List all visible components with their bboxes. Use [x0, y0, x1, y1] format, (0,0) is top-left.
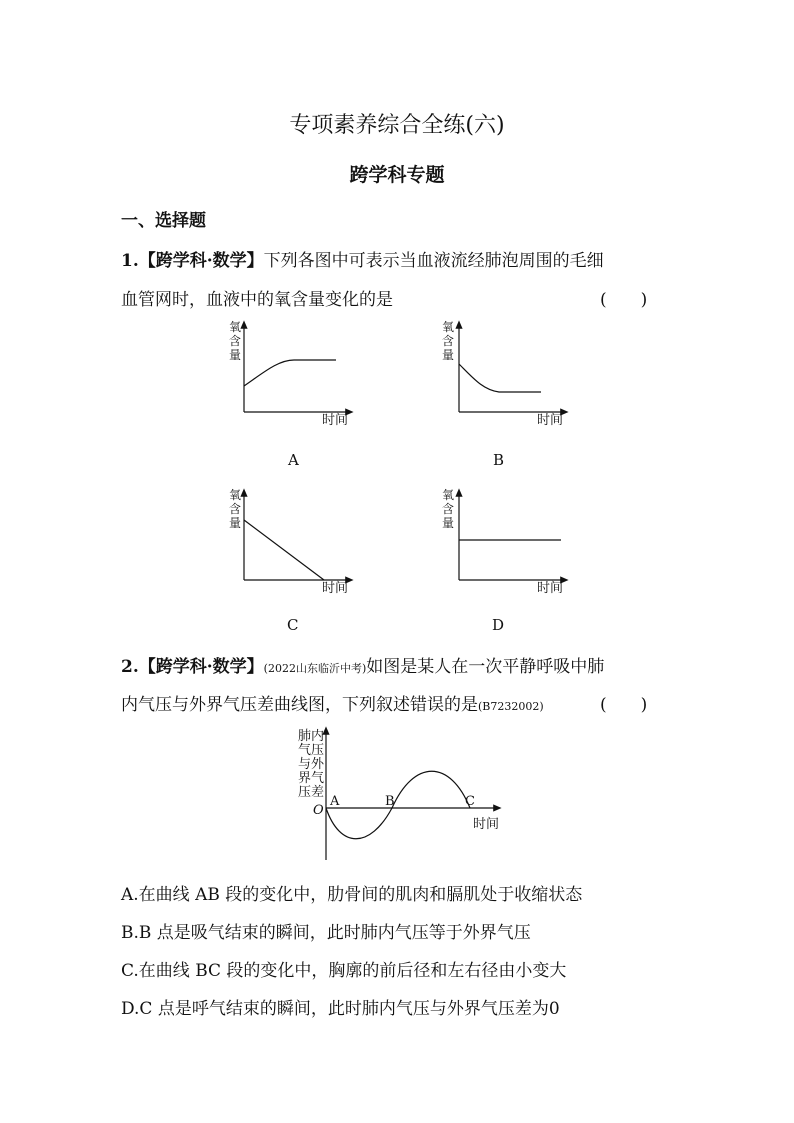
graph-b-plot — [453, 318, 613, 428]
option-c-label: C — [287, 616, 299, 634]
graph-d-plot — [453, 486, 613, 596]
graph-d-ylabel: 氧 含 量 — [441, 488, 454, 530]
graph-b-ylabel: 氧 含 量 — [441, 320, 454, 362]
page-title: 专项素养综合全练(六) — [289, 113, 505, 138]
answer-option-b: B.B 点是吸气结束的瞬间，此时肺内气压等于外界气压 — [121, 923, 531, 943]
q2-number: 2. — [121, 657, 139, 677]
pressure-graph-ylabel: 肺内 气压 与外 界气 压差 — [297, 729, 324, 800]
q1-tag: 【跨学科·数学】 — [138, 251, 264, 271]
graph-c-plot — [238, 486, 398, 596]
answer-option-c: C.在曲线 BC 段的变化中，胸廓的前后径和左右径由小变大 — [121, 961, 567, 981]
graph-c-xlabel: 时间 — [322, 581, 349, 596]
point-a-label: A — [330, 794, 340, 809]
option-b-label: B — [493, 451, 505, 469]
option-d-label: D — [492, 616, 505, 634]
q1-answer-blank: ( ) — [600, 290, 648, 310]
q2-source: (2022山东临沂中考) — [263, 662, 367, 675]
graph-c-ylabel: 氧 含 量 — [228, 488, 241, 530]
pressure-graph-xlabel: 时间 — [473, 817, 500, 832]
q2-line1 — [121, 652, 604, 677]
q1-number: 1. — [121, 251, 139, 271]
graph-a-xlabel: 时间 — [322, 413, 349, 428]
q2-line2 — [121, 690, 544, 715]
q2-answer-blank: ( ) — [600, 695, 648, 715]
q2-text-line2: 内气压与外界气压差曲线图，下列叙述错误的是 — [121, 695, 478, 715]
page-subtitle: 跨学科专题 — [349, 164, 445, 186]
q2-text-line1: 如图是某人在一次平静呼吸中肺 — [366, 657, 605, 677]
graph-b-curve — [459, 364, 541, 392]
graph-b-xlabel: 时间 — [537, 413, 564, 428]
graph-d-xlabel: 时间 — [537, 581, 564, 596]
section-heading: 一、选择题 — [121, 211, 206, 231]
point-b-label: B — [385, 794, 395, 809]
answer-option-a: A.在曲线 AB 段的变化中，肋骨间的肌肉和膈肌处于收缩状态 — [121, 885, 583, 905]
q2-tag: 【跨学科·数学】 — [138, 657, 264, 677]
q2-code: (B7232002) — [478, 700, 544, 713]
pressure-curve — [326, 771, 470, 839]
graph-a-ylabel: 氧 含 量 — [228, 320, 241, 362]
point-c-label: C — [465, 794, 475, 809]
option-a-label: A — [288, 451, 299, 469]
answer-option-d: D.C 点是呼气结束的瞬间，此时肺内气压与外界气压差为0 — [121, 999, 560, 1019]
graph-a-plot — [238, 318, 398, 428]
graph-a-curve — [244, 360, 336, 386]
q1-line1 — [121, 246, 604, 271]
q1-text-line2: 血管网时，血液中的氧含量变化的是 — [121, 290, 393, 310]
origin-label: O — [313, 803, 324, 818]
graph-c-line — [244, 520, 324, 580]
pressure-graph-plot — [320, 724, 520, 864]
q1-text-line1: 下列各图中可表示当血液流经肺泡周围的毛细 — [263, 251, 604, 271]
